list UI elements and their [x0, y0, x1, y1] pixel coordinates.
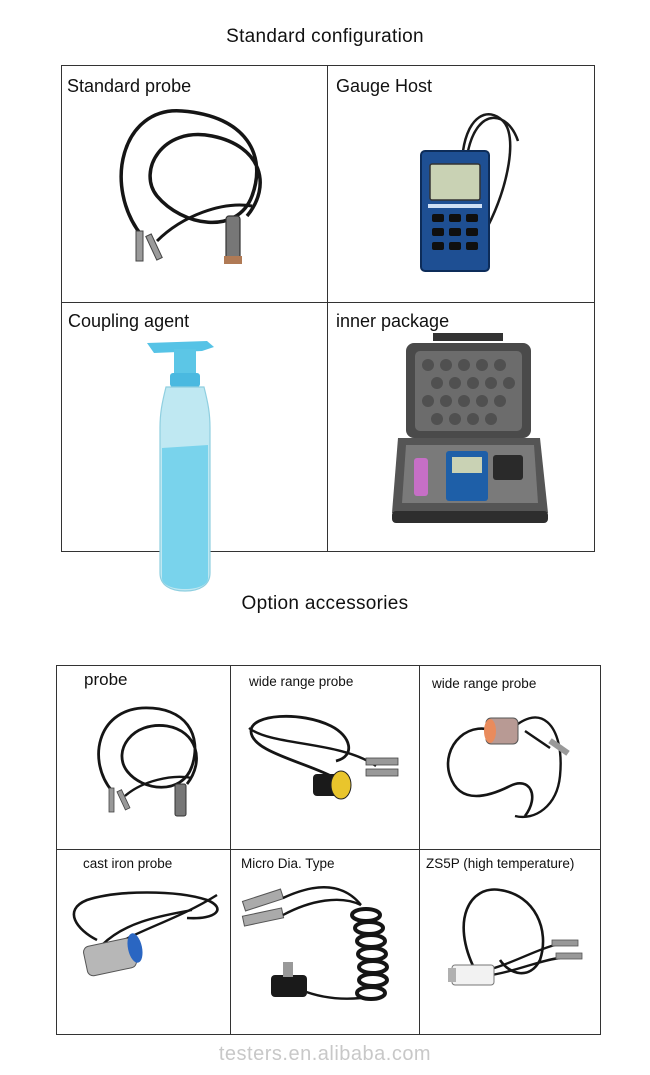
option-wide-range-probe-cell-1 — [231, 666, 419, 849]
standard-config-grid — [61, 65, 595, 552]
cast-iron-probe-image — [57, 850, 230, 1034]
option-cast-iron-probe-cell — [57, 850, 230, 1034]
option-wide-range-probe-label-1: wide range probe — [249, 674, 354, 689]
probe-cable-image — [62, 66, 327, 302]
option-accessories-title: Option accessories — [241, 593, 409, 614]
footer-watermark: testers.en.alibaba.com — [218, 1043, 432, 1065]
option-zs5p-label: ZS5P (high temperature) — [426, 856, 575, 871]
gauge-host-label: Gauge Host — [336, 76, 433, 96]
gel-bottle-image — [62, 303, 327, 551]
option-wide-range-probe-cell-2 — [420, 666, 600, 849]
coupling-agent-label: Coupling agent — [68, 311, 190, 331]
inner-package-label: inner package — [336, 311, 450, 331]
inner-package-cell — [328, 303, 594, 551]
standard-config-title: Standard configuration — [226, 26, 424, 47]
high-temp-probe-image — [420, 850, 600, 1034]
wide-range-probe-image — [231, 666, 419, 849]
micro-probe-image — [231, 850, 419, 1034]
option-wide-range-probe-label-2: wide range probe — [432, 676, 537, 691]
probe-cable-image — [57, 666, 230, 849]
gauge-host-cell — [328, 66, 594, 302]
wide-range-probe-image — [420, 666, 600, 849]
option-cast-iron-probe-label: cast iron probe — [83, 856, 173, 871]
option-probe-label: probe — [84, 670, 128, 689]
carry-case-image — [328, 303, 594, 551]
option-probe-cell — [57, 666, 230, 849]
option-micro-dia-label: Micro Dia. Type — [241, 856, 335, 871]
option-micro-dia-cell — [231, 850, 419, 1034]
option-accessories-grid — [56, 665, 601, 1035]
standard-probe-label: Standard probe — [67, 76, 192, 96]
standard-probe-cell — [62, 66, 327, 302]
coupling-agent-cell — [62, 303, 327, 551]
option-zs5p-cell — [420, 850, 600, 1034]
thickness-gauge-image — [328, 66, 594, 302]
